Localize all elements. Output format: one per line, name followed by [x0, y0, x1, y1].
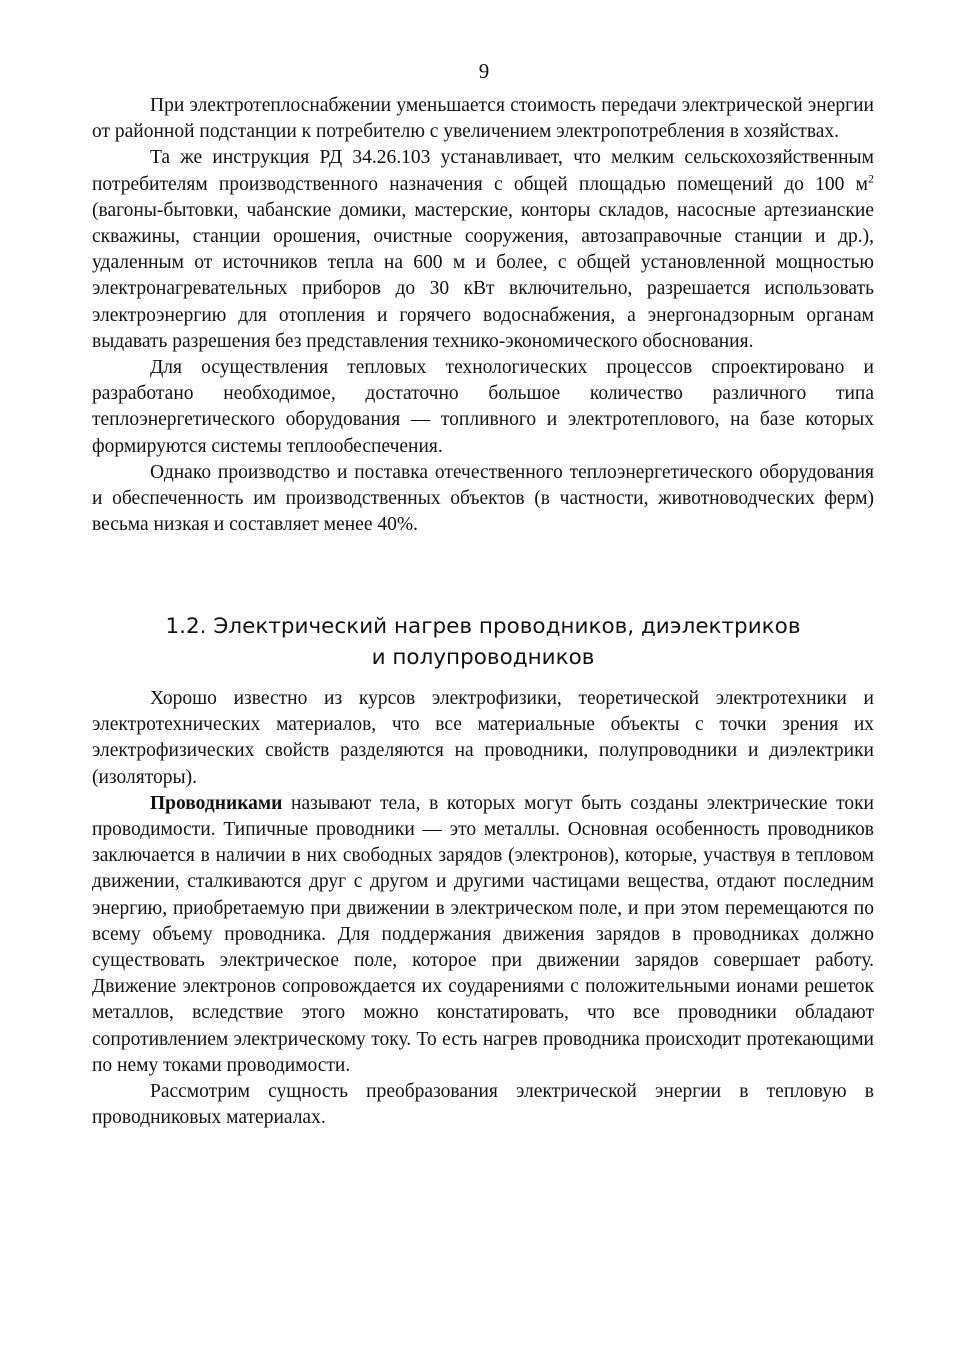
page-number: 9 — [478, 59, 490, 83]
paragraph-text: (вагоны-бытовки, чабанские домики, мастерские, конторы складов, насосные артезианские скважины, станции орошения, очистные сооружения, автозаправочные станции и др.), удаленным от источников тепла на 600 м и более, с общей установленной мощностью электронагревательных приборов до 30 кВт включительно, разрешается использовать электроэнергию для отопления и горячего водоснабжения, а энергонадзорным органам выдавать разрешения без представления технико-экономического обоснования. — [92, 199, 874, 352]
bold-term: Проводниками — [150, 792, 283, 814]
paragraph: Рассмотрим сущность преобразования электрической энергии в тепловую в проводниковых материалах. — [92, 1081, 874, 1129]
paragraph-text: называют тела, в которых могут быть созданы электрические токи проводимости. Типичные проводники — это металлы. Основная особенность проводников заключается в наличии в них свободных зарядов (электронов), которые, участвуя в тепловом движении, сталкиваются друг с другом и другими частицами вещества, отдают последним энергию, приобретаемую при движении в электрическом поле, и при этом перемещаются по всему объему проводника. Для поддержания движения зарядов в проводниках должно существовать электрическое поле, которое при движении зарядов совершает работу. Движение электронов сопровождается их соударениями с положительными ионами решеток металлов, вследствие этого можно констатировать, что все проводники обладают сопротивлением электрическому току. То есть нагрев проводника происходит протекающими по нему токами проводимости. — [92, 792, 874, 1076]
intro-text-block — [92, 93, 874, 538]
paragraph-text: Та же инструкция РД 34.26.103 устанавливает, что мелким сельскохозяйственным потребителям производственного назначения с общей площадью помещений до 100 м — [92, 147, 874, 195]
paragraph — [92, 791, 874, 1079]
section-heading-line: и полупроводников — [371, 645, 595, 670]
paragraph: Хорошо известно из курсов электрофизики, теоретической электротехники и электротехнических материалов, что все материальные объекты с точки зрения их электрофизических свойств разделяются на проводники, полупроводники и диэлектрики (изоляторы). — [92, 688, 874, 788]
paragraph: При электротеплоснабжении уменьшается стоимость передачи электрической энергии от районной подстанции к потребителю с увеличением электропотребления в хозяйствах. — [92, 95, 874, 143]
section-text-block — [92, 686, 874, 1131]
section-heading — [92, 611, 874, 673]
superscript: 2 — [868, 171, 874, 186]
paragraph — [92, 145, 874, 355]
paragraph: Однако производство и поставка отечественного теплоэнергетического оборудования и обеспеченность им производственных объектов (в частности, животноводческих ферм) весьма низкая и составляет менее 40%. — [92, 461, 874, 536]
paragraph: Для осуществления тепловых технологических процессов спроектировано и разработано необходимое, достаточно большое количество различного типа теплоэнергетического оборудования — топливного и электротеплового, на базе которых формируются системы теплообеспечения. — [92, 357, 874, 457]
section-heading-line: 1.2. Электрический нагрев проводников, диэлектриков — [165, 614, 801, 639]
